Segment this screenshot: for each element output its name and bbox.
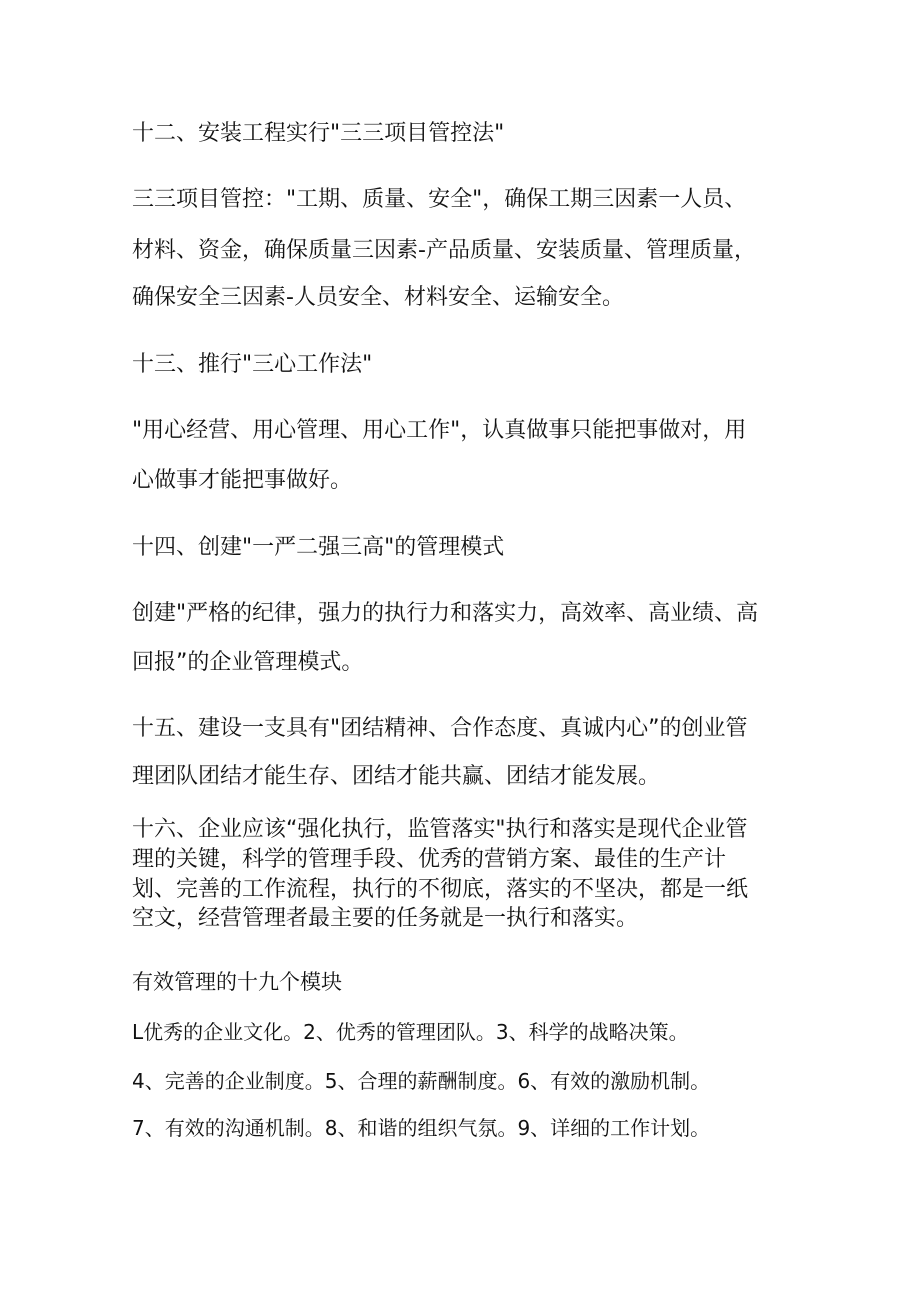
- section-12-line-3: 确保安全三因素-人员安全、材料安全、运输安全。: [132, 285, 624, 310]
- section-12-line-2: 材料、资金，确保质量三因素-产品质量、安装质量、管理质量，: [132, 238, 756, 263]
- section-15-line-1: 理团队团结才能生存、团结才能共赢、团结才能发展。: [132, 764, 661, 789]
- modules-title: 有效管理的十九个模块: [132, 970, 342, 994]
- section-16-heading: 十六、企业应该“强化执行，监管落实"执行和落实是现代企业管: [132, 817, 748, 842]
- section-14-line-1: 创建"严格的纪律，强力的执行力和落实力，高效率、高业绩、高: [132, 601, 759, 626]
- section-12-heading: 十二、安装工程实行"三三项目管控法": [132, 121, 505, 146]
- section-13-line-2: 心做事才能把事做好。: [132, 468, 353, 493]
- section-12-line-1: 三三项目管控："工期、质量、安全"，确保工期三因素一人员、: [132, 187, 747, 212]
- modules-line-1: L优秀的企业文化。2、优秀的管理团队。3、科学的战略决策。: [132, 1020, 689, 1044]
- modules-line-3: 7、有效的沟通机制。8、和谐的组织气氛。9、详细的工作计划。: [132, 1116, 711, 1140]
- section-13-line-1: "用心经营、用心管理、用心工作"，认真做事只能把事做对，用: [132, 418, 747, 443]
- section-16-line-3: 空文，经营管理者最主要的任务就是一执行和落实。: [132, 906, 639, 931]
- section-13-heading: 十三、推行"三心工作法": [132, 352, 373, 377]
- section-16-line-1: 理的关键，科学的管理手段、优秀的营销方案、最佳的生产计: [132, 847, 727, 872]
- section-16-line-2: 划、完善的工作流程，执行的不彻底，落实的不坚决，都是一纸: [132, 877, 749, 902]
- section-14-heading: 十四、创建"一严二强三高"的管理模式: [132, 535, 505, 560]
- section-15-heading: 十五、建设一支具有"团结精神、合作态度、真诚内心”的创业管: [132, 716, 748, 741]
- section-14-line-2: 回报”的企业管理模式。: [132, 650, 364, 675]
- modules-line-2: 4、完善的企业制度。5、合理的薪酬制度。6、有效的激励机制。: [132, 1069, 711, 1093]
